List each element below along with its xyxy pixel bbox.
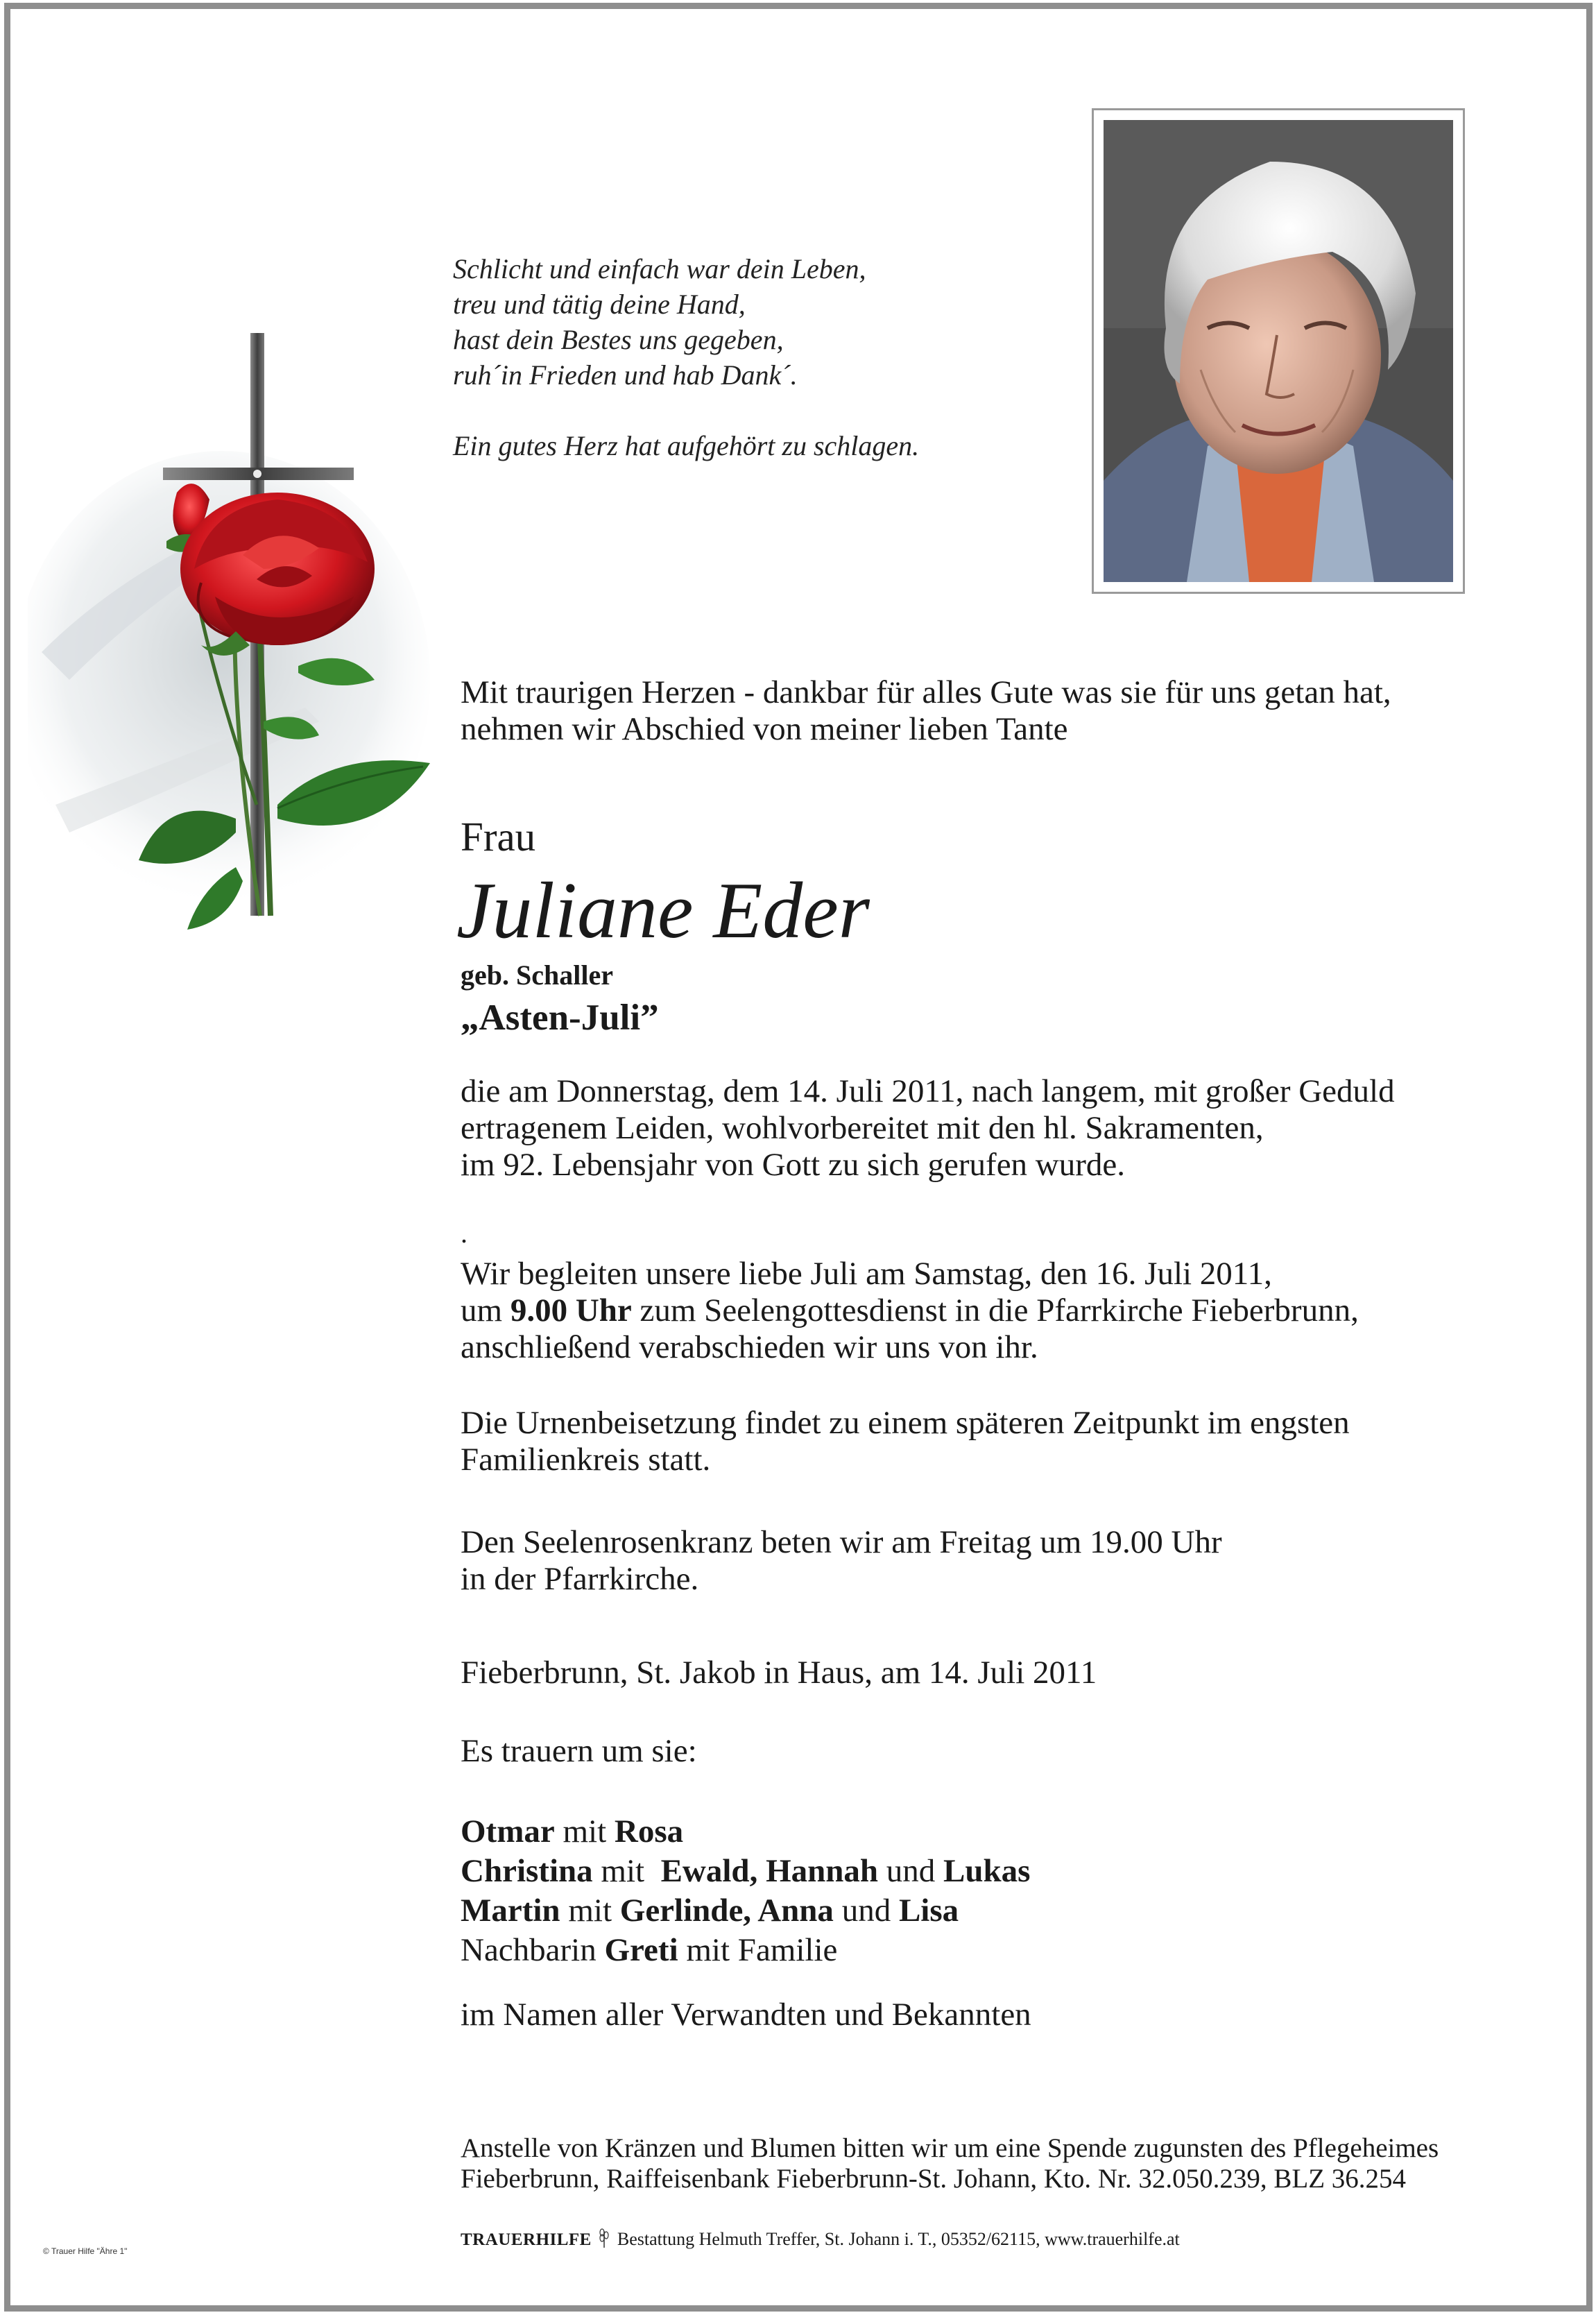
rosary-line: Den Seelenrosenkranz beten wir am Freitag um 19.00 Uhr [461, 1524, 1222, 1560]
mourner-connector: mit [560, 1893, 620, 1929]
announcement-line: im 92. Lebensjahr von Gott zu sich gerufen wurde. [461, 1147, 1126, 1183]
poem-line: hast dein Bestes uns gegeben, [453, 324, 784, 355]
intro-text [461, 674, 1391, 748]
intro-line: Mit traurigen Herzen - dankbar für alles Gute was sie für uns getan hat, [461, 674, 1391, 710]
deceased-name: Juliane Eder [456, 866, 870, 955]
rosary-note [461, 1524, 1222, 1598]
mourner-name: Otmar [461, 1813, 555, 1850]
mourner-connector: mit [554, 1813, 615, 1850]
separator-dot: . [461, 1218, 467, 1249]
mourner-connector: und [878, 1853, 944, 1889]
poem-closing-line: Ein gutes Herz hat aufgehört zu schlagen. [453, 430, 920, 461]
funeral-line: Wir begleiten unsere liebe Juli am Samstag, den 16. Juli 2011, [461, 1256, 1272, 1292]
poem-line: ruh´in Frieden und hab Dank´. [453, 359, 798, 391]
memorial-poem [453, 251, 919, 463]
funeral-details [461, 1256, 1359, 1366]
mourner-name: Christina [461, 1853, 593, 1889]
mourners-intro: Es trauern um sie: [461, 1733, 697, 1769]
urn-line: Die Urnenbeisetzung findet zu einem späteren Zeitpunkt im engsten [461, 1405, 1350, 1441]
funeral-home-brand: TRAUERHILFE [461, 2230, 592, 2249]
funeral-text: zum Seelengottesdienst in die Pfarrkirche Fieberbrunn, [631, 1292, 1359, 1329]
mourner-name: Lisa [898, 1893, 959, 1929]
mourner-row [461, 1812, 1030, 1852]
mourner-row [461, 1931, 1030, 1970]
mourner-connector: Nachbarin [461, 1932, 605, 1968]
announcement-line: die am Donnerstag, dem 14. Juli 2011, nach langem, mit großer Geduld [461, 1073, 1395, 1109]
mourner-connector: und [833, 1893, 899, 1929]
mourner-row [461, 1852, 1030, 1891]
poem-line: treu und tätig deine Hand, [453, 289, 746, 320]
funeral-time: 9.00 Uhr [510, 1292, 632, 1329]
death-announcement [461, 1073, 1395, 1184]
salutation: Frau [461, 814, 536, 860]
mourner-row [461, 1891, 1030, 1931]
mourners-list [461, 1812, 1030, 1970]
mourner-name: Greti [604, 1932, 678, 1968]
donation-line: Fieberbrunn, Raiffeisenbank Fieberbrunn-St. Johann, Kto. Nr. 32.050.239, BLZ 36.254 [461, 2164, 1407, 2194]
portrait-illustration [1104, 120, 1453, 582]
funeral-home-contact: Bestattung Helmuth Treffer, St. Johann i. T., 05352/62115, www.trauerhilfe.at [617, 2229, 1180, 2249]
footer [461, 2227, 1180, 2251]
portrait-photo [1104, 120, 1453, 582]
mourner-name: Rosa [614, 1813, 684, 1850]
closing-line: im Namen aller Verwandten und Bekannten [461, 1997, 1031, 2033]
mourner-name: Martin [461, 1893, 560, 1929]
copyright-note: © Trauer Hilfe "Ähre 1" [43, 2246, 128, 2256]
cross-rose-illustration [28, 319, 472, 985]
place-and-date: Fieberbrunn, St. Jakob in Haus, am 14. Juli 2011 [461, 1655, 1097, 1691]
birth-name: geb. Schaller [461, 959, 613, 991]
announcement-line: ertragenem Leiden, wohlvorbereitet mit den hl. Sakramenten, [461, 1110, 1264, 1146]
portrait-photo-frame [1092, 108, 1465, 594]
mourner-name: Ewald, Hannah [660, 1853, 879, 1889]
mourner-connector: mit Familie [678, 1932, 838, 1968]
rose-bloom [180, 493, 375, 645]
rosary-line: in der Pfarrkirche. [461, 1561, 699, 1597]
mourner-connector: mit [592, 1853, 661, 1889]
mourner-name: Gerlinde, Anna [619, 1893, 834, 1929]
wheat-ear-icon [596, 2227, 612, 2248]
intro-line: nehmen wir Abschied von meiner lieben Tante [461, 711, 1068, 747]
funeral-line: anschließend verabschieden wir uns von ihr. [461, 1329, 1038, 1365]
donation-request [461, 2133, 1439, 2194]
donation-line: Anstelle von Kränzen und Blumen bitten wir um eine Spende zugunsten des Pflegeheimes [461, 2133, 1439, 2163]
urn-burial-note [461, 1405, 1350, 1478]
funeral-line [461, 1292, 1359, 1329]
poem-line: Schlicht und einfach war dein Leben, [453, 253, 866, 284]
nickname: „Asten-Juli” [461, 998, 659, 1038]
funeral-text: um [461, 1292, 510, 1329]
urn-line: Familienkreis statt. [461, 1442, 711, 1478]
mourner-name: Lukas [943, 1853, 1031, 1889]
